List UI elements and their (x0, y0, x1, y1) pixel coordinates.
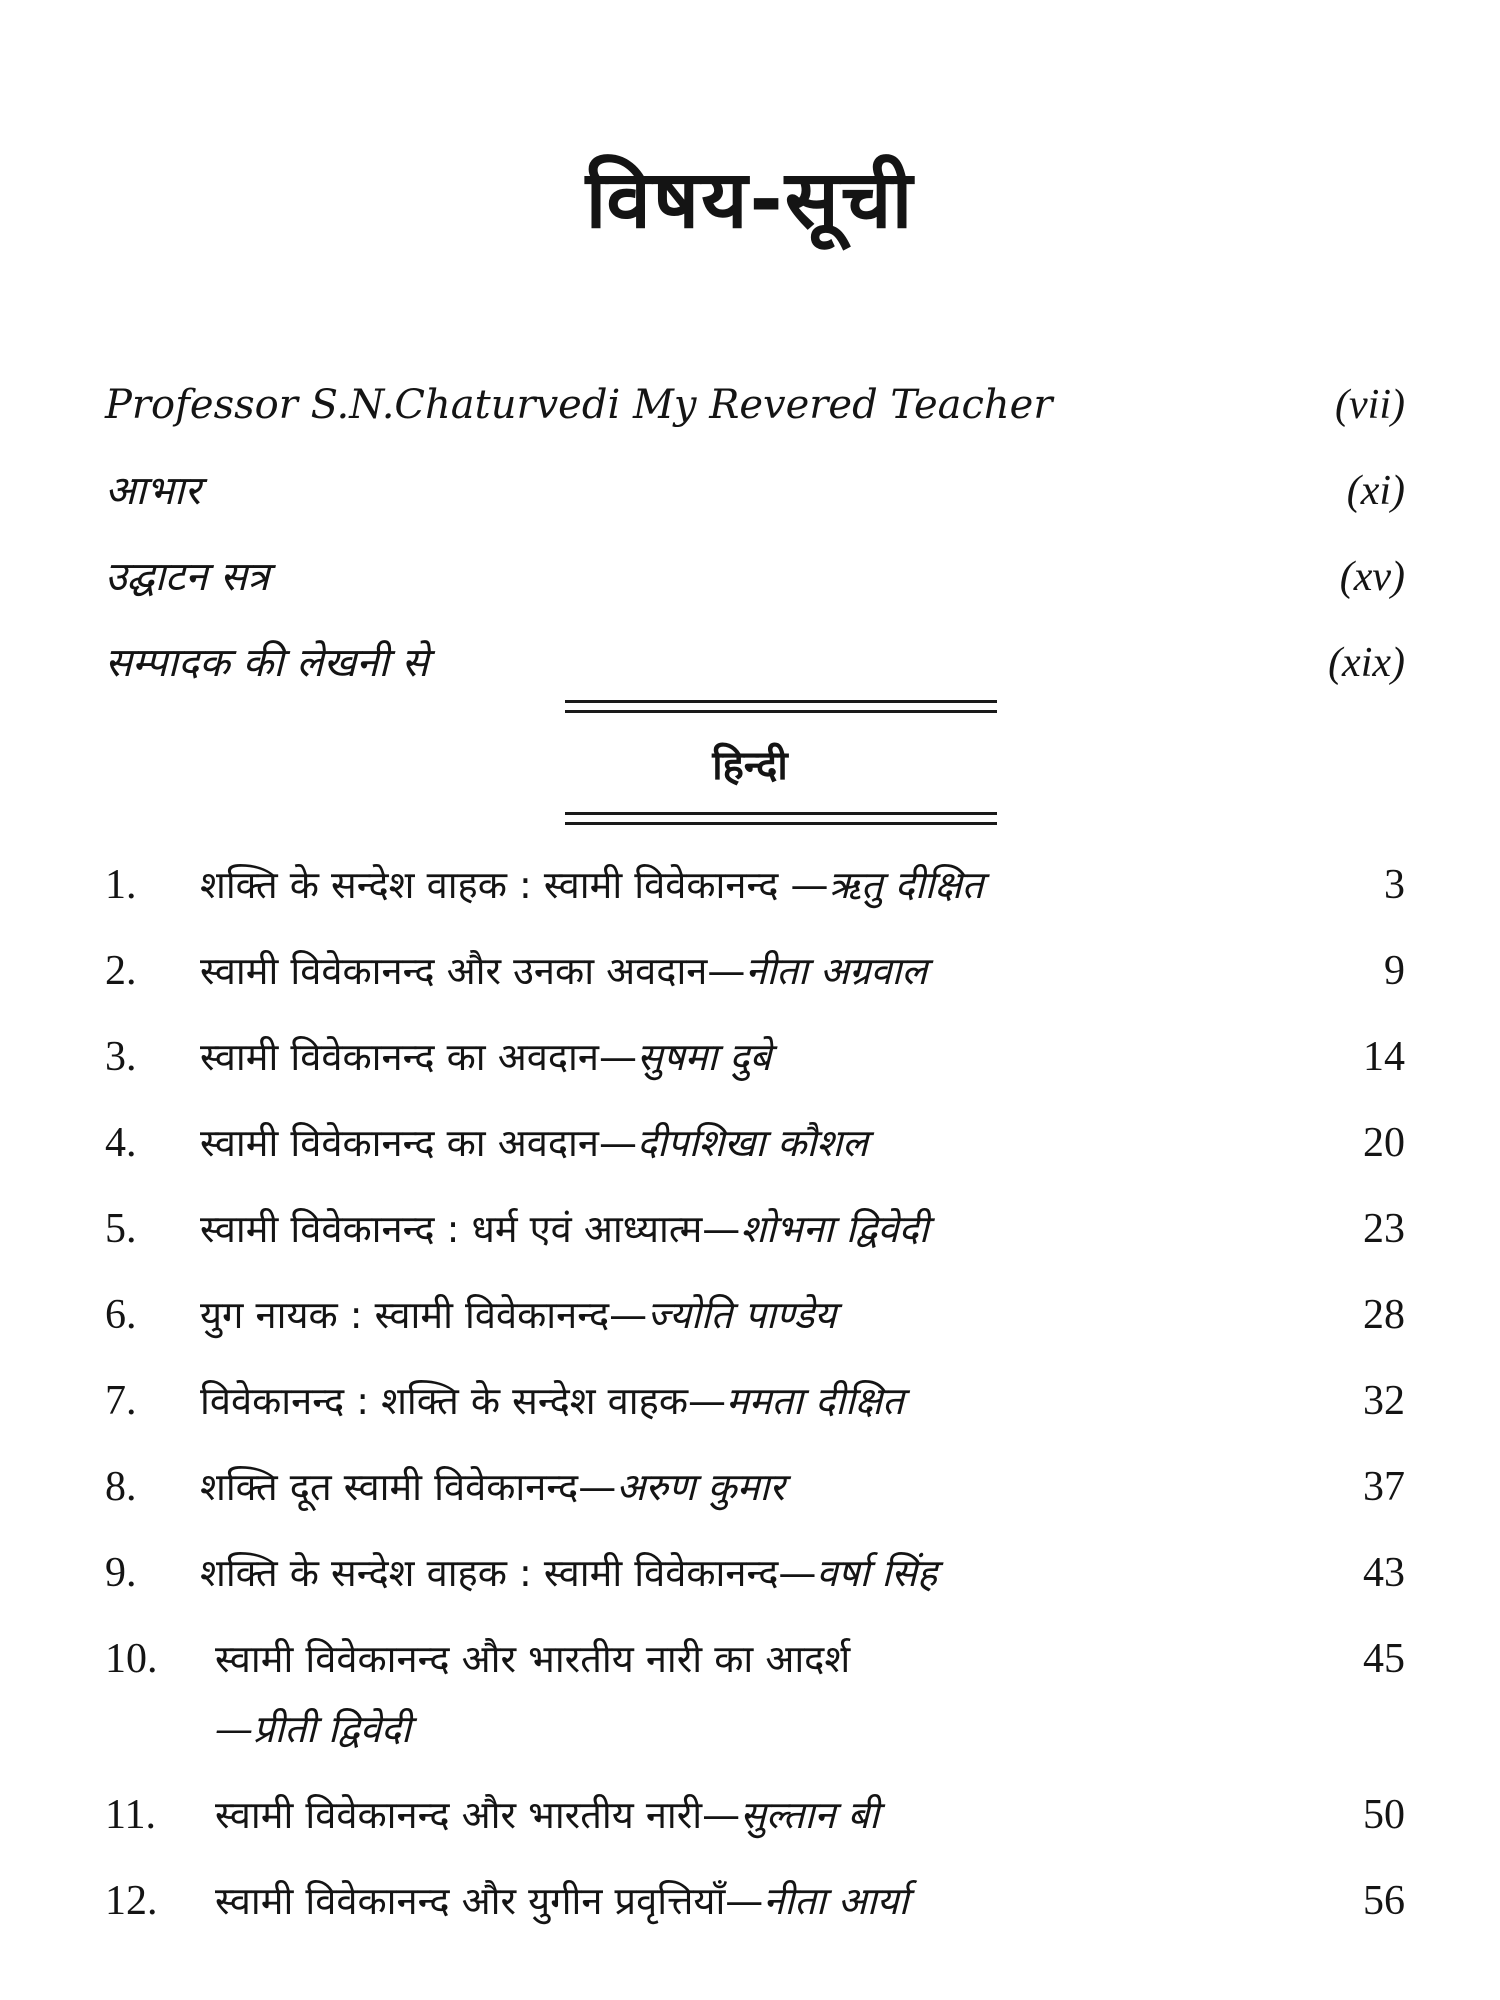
toc-entry[interactable] (105, 1027, 1405, 1113)
front-matter-item[interactable] (105, 461, 1405, 547)
entry-text (200, 1285, 1280, 1345)
entry-author: ज्योति पाण्डेय (647, 1293, 837, 1337)
entry-text (200, 1027, 1280, 1087)
toc-entry[interactable] (105, 1371, 1405, 1457)
entry-author: सुल्तान बी (740, 1793, 880, 1837)
entry-number: 9. (105, 1550, 137, 1596)
page-title: विषय-सूची (585, 153, 915, 246)
entry-author: अरुण कुमार (616, 1465, 785, 1509)
entry-title: शक्ति के सन्देश वाहक : स्वामी विवेकानन्द— (200, 1551, 817, 1595)
entry-number: 10. (105, 1636, 158, 1682)
toc-entry[interactable] (105, 1543, 1405, 1629)
toc-entry[interactable] (105, 855, 1405, 941)
entry-author: नीता अग्रवाल (745, 949, 928, 993)
entry-page: 56 (1363, 1878, 1405, 1924)
entry-author: शोभना द्विवेदी (740, 1207, 929, 1251)
entry-author: ममता दीक्षित (726, 1379, 904, 1423)
divider (565, 822, 997, 825)
entry-page: 9 (1384, 948, 1405, 994)
toc-entry[interactable] (105, 1785, 1405, 1871)
entry-page: 43 (1363, 1550, 1405, 1596)
entry-page: 23 (1363, 1206, 1405, 1252)
entry-title: स्वामी विवेकानन्द और युगीन प्रवृत्तियाँ— (215, 1879, 764, 1923)
entry-text (200, 1543, 1280, 1603)
entry-number: 8. (105, 1464, 137, 1510)
entry-number: 1. (105, 862, 137, 908)
divider (565, 812, 997, 815)
entry-page: 37 (1363, 1464, 1405, 1510)
entry-author: वर्षा सिंह (816, 1551, 938, 1595)
section-rule-top (565, 700, 997, 720)
entry-number: 7. (105, 1378, 137, 1424)
entry-page: 32 (1363, 1378, 1405, 1424)
entry-text (200, 1371, 1280, 1431)
front-matter-item[interactable] (105, 547, 1405, 633)
entry-page: 28 (1363, 1292, 1405, 1338)
entry-author: प्रीती द्विवेदी (253, 1707, 411, 1751)
toc-entry[interactable] (105, 1629, 1405, 1785)
entry-author-line (215, 1699, 1295, 1759)
front-matter-title: Professor S.N.Chaturvedi My Revered Teacher (105, 382, 1053, 428)
entry-page: 50 (1363, 1792, 1405, 1838)
toc-entry[interactable] (105, 1113, 1405, 1199)
entry-number: 11. (105, 1792, 156, 1838)
entry-text (215, 1871, 1295, 1931)
entry-text (200, 1113, 1280, 1173)
entry-number: 5. (105, 1206, 137, 1252)
divider (565, 710, 997, 713)
entry-number: 12. (105, 1878, 158, 1924)
entry-page: 20 (1363, 1120, 1405, 1166)
entry-title: स्वामी विवेकानन्द का अवदान— (200, 1121, 637, 1165)
entry-number: 2. (105, 948, 137, 994)
toc-entry[interactable] (105, 1457, 1405, 1543)
toc-entry[interactable] (105, 1199, 1405, 1285)
section-heading: हिन्दी (712, 743, 788, 789)
entry-page: 45 (1363, 1636, 1405, 1682)
entry-text (200, 855, 1280, 915)
entry-text (200, 1457, 1280, 1517)
front-matter-item[interactable] (105, 375, 1405, 461)
front-matter-list (105, 375, 1405, 719)
entry-title: स्वामी विवेकानन्द : धर्म एवं आध्यात्म— (200, 1207, 741, 1251)
entry-dash: — (215, 1707, 253, 1751)
section-rule-bottom (565, 812, 997, 832)
entry-number: 6. (105, 1292, 137, 1338)
entry-title: शक्ति के सन्देश वाहक : स्वामी विवेकानन्द — (200, 863, 829, 907)
toc-list (105, 855, 1405, 1957)
entry-title: स्वामी विवेकानन्द और भारतीय नारी का आदर्श (215, 1637, 851, 1681)
entry-title: स्वामी विवेकानन्द और उनका अवदान— (200, 949, 746, 993)
front-matter-title: सम्पादक की लेखनी से (105, 640, 429, 686)
front-matter-page: (xix) (1328, 640, 1405, 686)
entry-author: ऋतु दीक्षित (828, 863, 984, 907)
entry-text (215, 1629, 1295, 1759)
toc-entry[interactable] (105, 1871, 1405, 1957)
toc-entry[interactable] (105, 1285, 1405, 1371)
entry-page: 14 (1363, 1034, 1405, 1080)
entry-number: 3. (105, 1034, 137, 1080)
entry-number: 4. (105, 1120, 137, 1166)
front-matter-page: (vii) (1335, 382, 1405, 428)
front-matter-page: (xv) (1339, 554, 1405, 600)
front-matter-page: (xi) (1346, 468, 1405, 514)
entry-author: सुषमा दुबे (637, 1035, 772, 1079)
entry-page: 3 (1384, 862, 1405, 908)
entry-author: दीपशिखा कौशल (637, 1121, 868, 1165)
entry-text (200, 1199, 1280, 1259)
front-matter-title: उद्घाटन सत्र (105, 554, 270, 600)
entry-text (200, 941, 1280, 1001)
toc-entry[interactable] (105, 941, 1405, 1027)
entry-title: स्वामी विवेकानन्द और भारतीय नारी— (215, 1793, 741, 1837)
entry-title: शक्ति दूत स्वामी विवेकानन्द— (200, 1465, 617, 1509)
entry-title: विवेकानन्द : शक्ति के सन्देश वाहक— (200, 1379, 727, 1423)
entry-text (215, 1785, 1295, 1845)
entry-author: नीता आर्या (763, 1879, 909, 1923)
front-matter-title: आभार (105, 468, 201, 514)
divider (565, 700, 997, 703)
entry-title: युग नायक : स्वामी विवेकानन्द— (200, 1293, 648, 1337)
entry-title: स्वामी विवेकानन्द का अवदान— (200, 1035, 637, 1079)
